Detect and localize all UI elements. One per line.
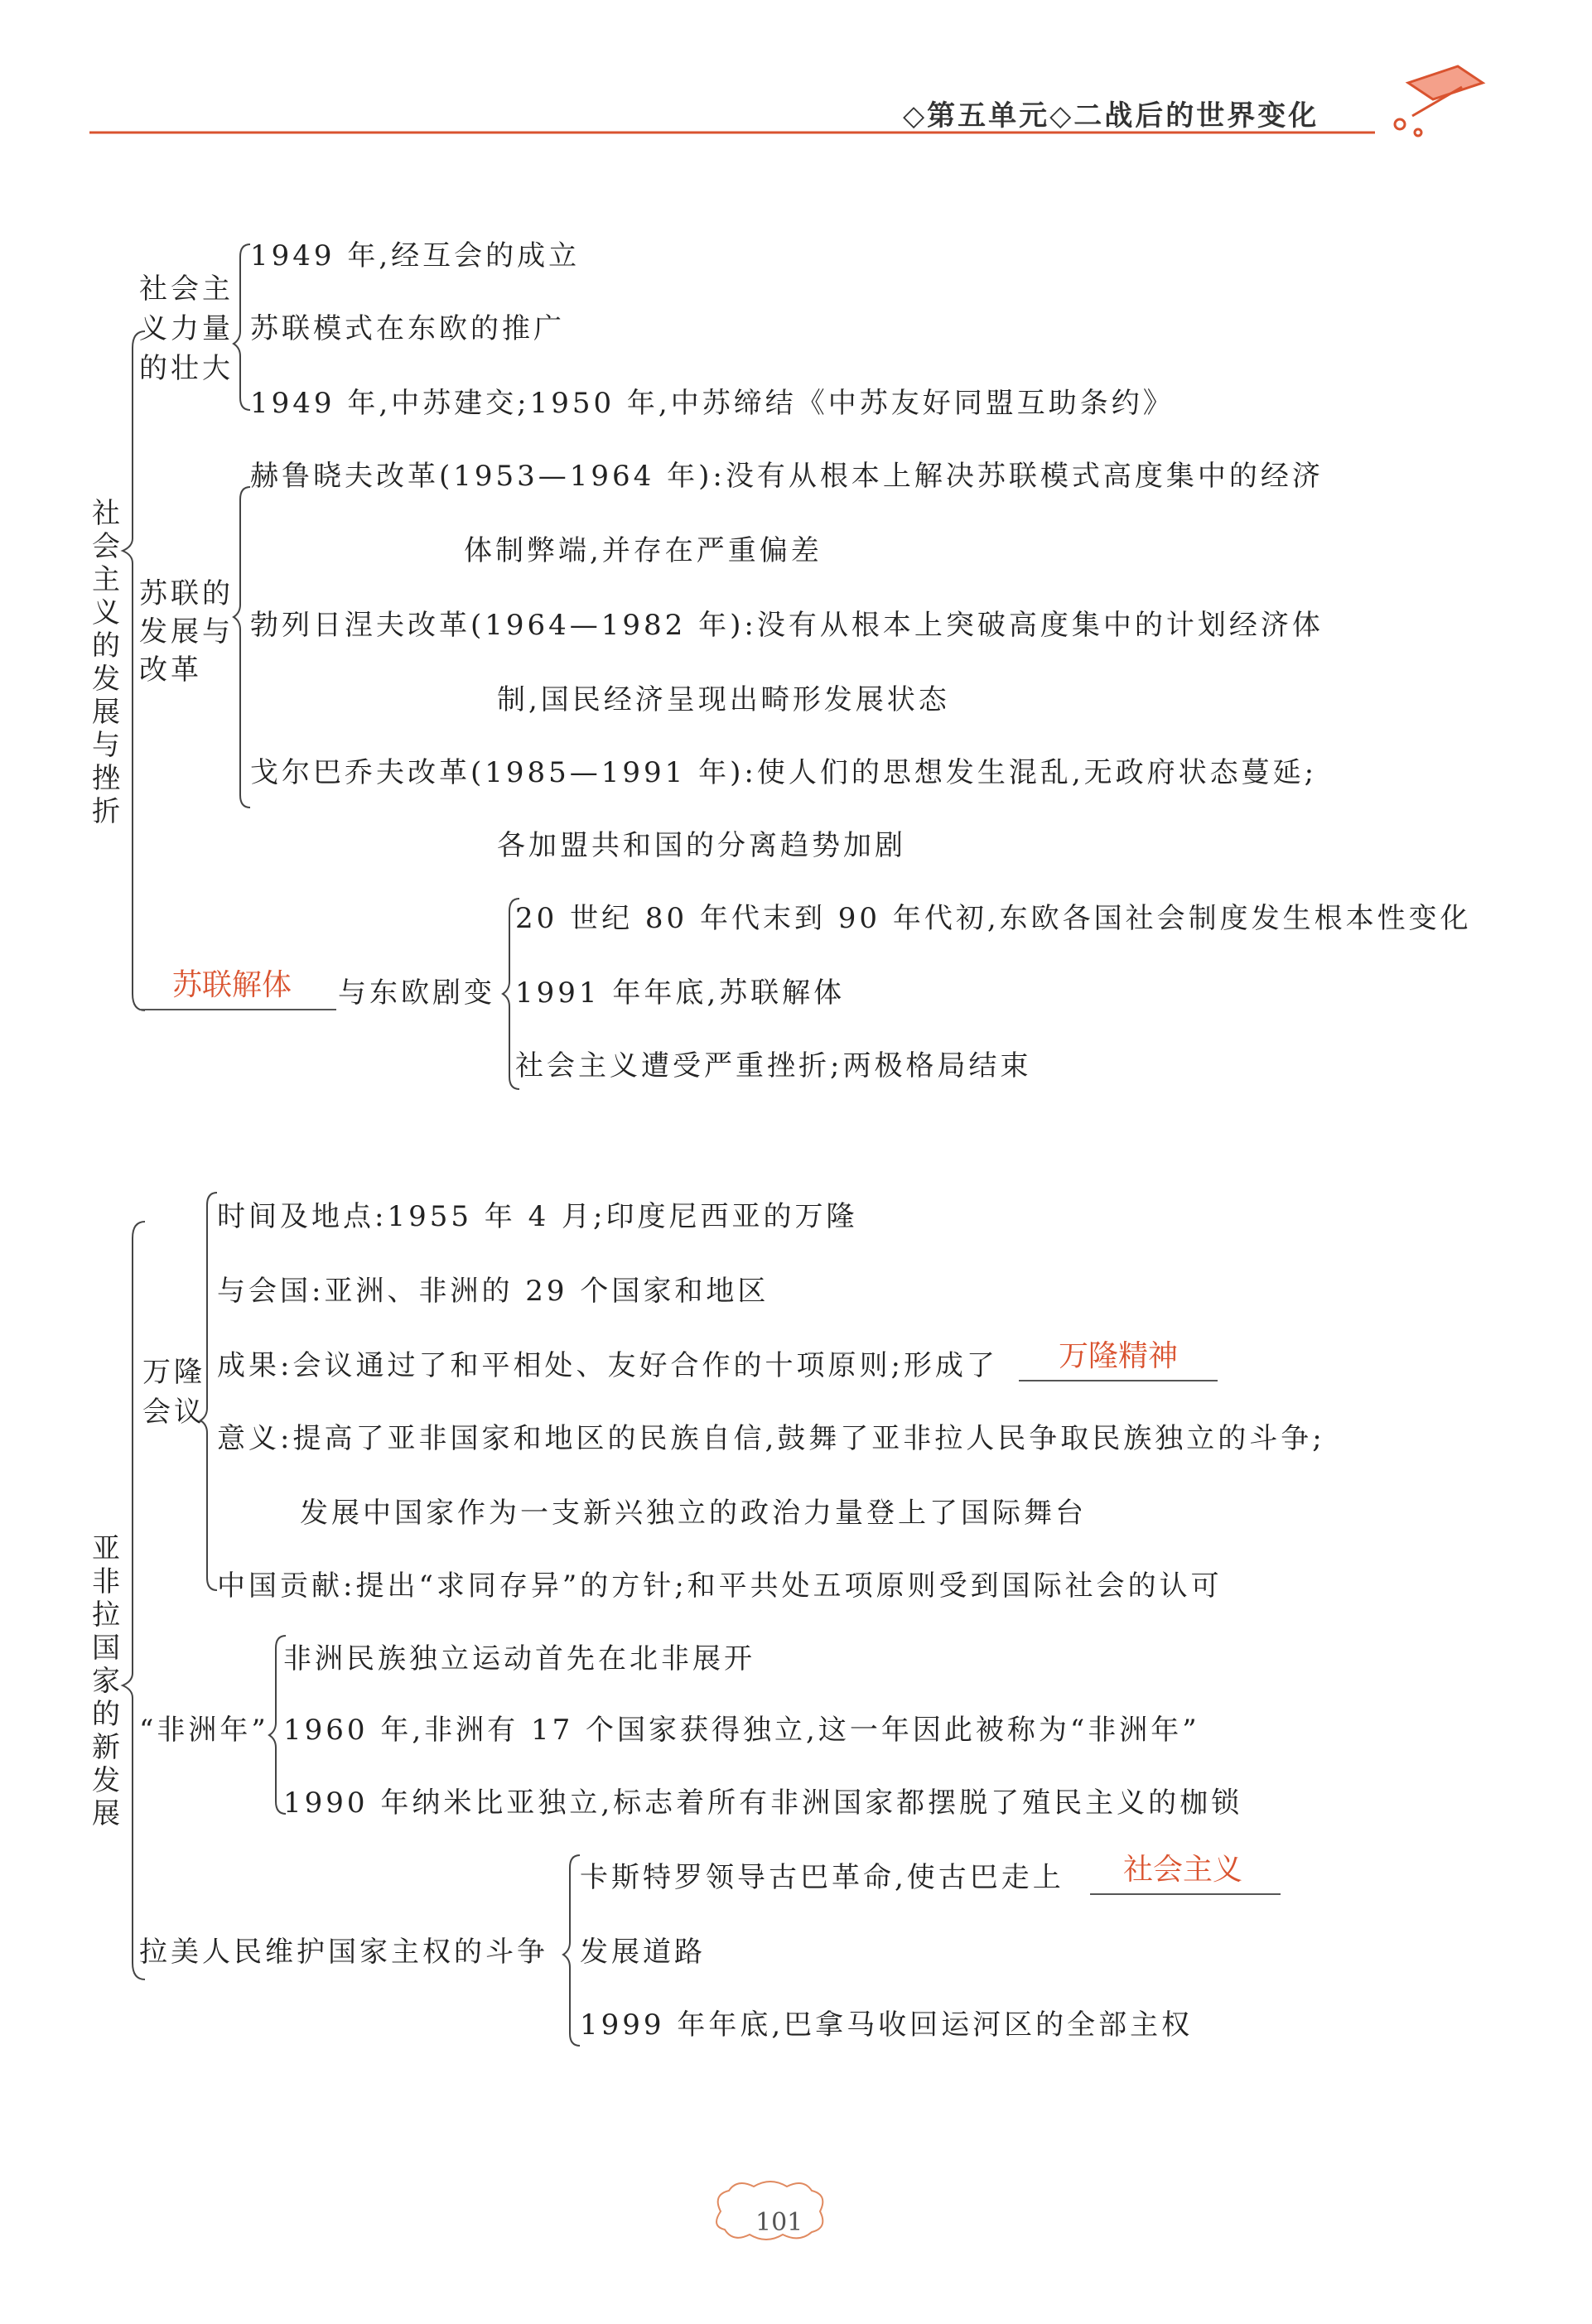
list-item: 意义:提高了亚非国家和地区的民族自信,鼓舞了亚非拉人民争取民族独立的斗争; — [217, 1422, 1325, 1455]
list-item: 苏联模式在东欧的推广 — [250, 312, 565, 345]
branch-label: “非洲年” — [139, 1714, 269, 1747]
list-item: 1949 年,中苏建交;1950 年,中苏缔结《中苏友好同盟互助条约》 — [250, 387, 1175, 420]
list-item: 赫鲁晓夫改革(1953—1964 年):没有从根本上解决苏联模式高度集中的经济 — [250, 460, 1324, 493]
list-item: 中国贡献:提出“求同存异”的方针;和平共处五项原则受到国际社会的认可 — [217, 1569, 1223, 1603]
list-item: 20 世纪 80 年代末到 90 年代初,东欧各国社会制度发生根本性变化 — [515, 902, 1472, 935]
list-item: 非洲民族独立运动首先在北非展开 — [283, 1642, 755, 1675]
branch-label-line: 发展与 — [139, 615, 234, 649]
branch-label-line: 万隆 — [142, 1356, 205, 1389]
answer-text: 万隆精神 — [1059, 1339, 1179, 1373]
list-item: 1999 年年底,巴拿马收回运河区的全部主权 — [580, 2008, 1194, 2042]
section2-root-label: 亚非拉国家的新发展 — [92, 1532, 120, 1830]
list-item: 戈尔巴乔夫改革(1985—1991 年):使人们的思想发生混乱,无政府状态蔓延; — [250, 756, 1318, 789]
unit-header: ◇第五单元◇二战后的世界变化 — [903, 99, 1319, 133]
list-item: 与会国:亚洲、非洲的 29 个国家和地区 — [217, 1275, 769, 1308]
section1-root-label: 社会主义的发展与挫折 — [92, 497, 120, 828]
list-item: 1949 年,经互会的成立 — [250, 239, 581, 272]
list-item: 勃列日涅夫改革(1964—1982 年):没有从根本上突破高度集中的计划经济体 — [250, 609, 1324, 642]
branch-label: 拉美人民维护国家主权的斗争 — [139, 1936, 548, 1969]
branch-label: 与东欧剧变 — [338, 976, 495, 1010]
branch-label-line: 改革 — [139, 653, 202, 687]
branch-label-line: 的壮大 — [139, 352, 234, 385]
list-item: 1960 年,非洲有 17 个国家获得独立,这一年因此被称为“非洲年” — [283, 1714, 1200, 1747]
list-item-continuation: 体制弊端,并存在严重偏差 — [464, 534, 823, 567]
answer-text: 社会主义 — [1123, 1853, 1243, 1887]
list-item: 成果:会议通过了和平相处、友好合作的十项原则;形成了 — [217, 1349, 998, 1382]
answer-underline — [1019, 1380, 1218, 1381]
list-item: 社会主义遭受严重挫折;两极格局结束 — [515, 1049, 1032, 1082]
list-item: 1991 年年底,苏联解体 — [515, 976, 846, 1010]
answer-underline — [1090, 1893, 1281, 1895]
branch-label-line: 义力量 — [139, 312, 234, 345]
answer-underline — [139, 1009, 336, 1010]
branch-label-line: 会议 — [142, 1396, 205, 1429]
list-item: 1990 年纳米比亚独立,标志着所有非洲国家都摆脱了殖民主义的枷锁 — [283, 1786, 1243, 1820]
answer-text: 苏联解体 — [172, 968, 292, 1002]
page-number: 101 — [755, 2208, 803, 2237]
list-item-continuation: 发展中国家作为一支新兴独立的政治力量登上了国际舞台 — [300, 1497, 1087, 1530]
list-item: 卡斯特罗领导古巴革命,使古巴走上 — [580, 1861, 1064, 1894]
list-item-continuation: 各加盟共和国的分离趋势加剧 — [497, 829, 906, 862]
list-item: 时间及地点:1955 年 4 月;印度尼西亚的万隆 — [217, 1200, 858, 1233]
branch-label-line: 社会主 — [139, 272, 234, 306]
list-item-continuation: 发展道路 — [580, 1936, 706, 1969]
header-decoration-icon — [1395, 66, 1483, 136]
list-item-continuation: 制,国民经济呈现出畸形发展状态 — [497, 683, 950, 716]
branch-label-line: 苏联的 — [139, 577, 234, 610]
